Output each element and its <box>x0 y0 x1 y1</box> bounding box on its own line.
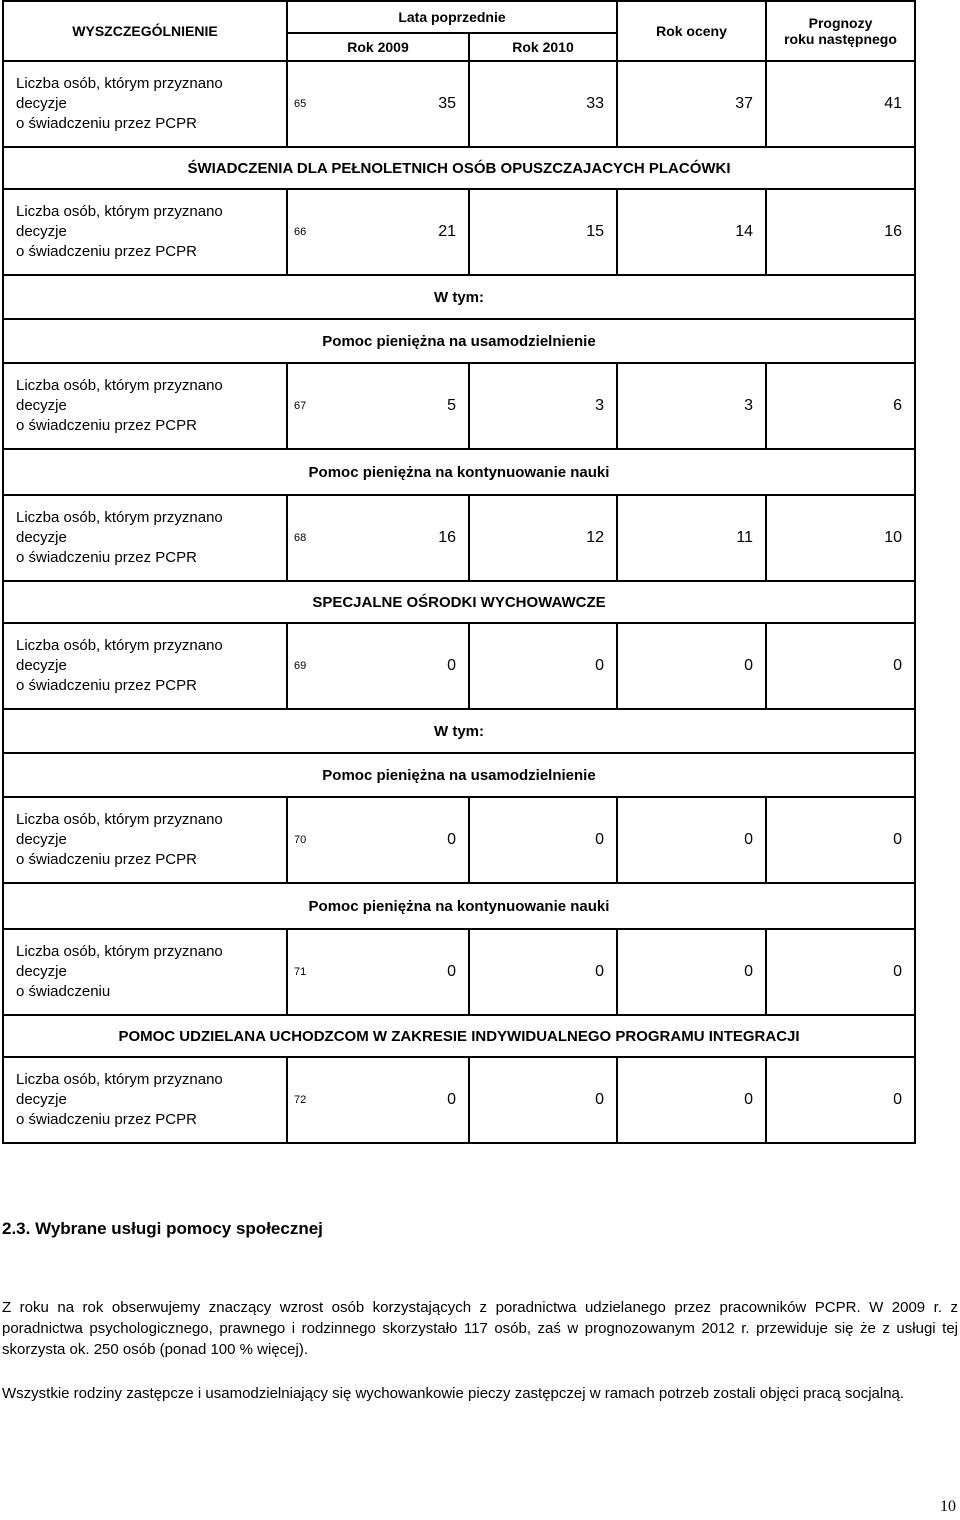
page-number: 10 <box>940 1498 956 1515</box>
value-forecast: 0 <box>766 929 915 1015</box>
value-forecast: 6 <box>766 363 915 449</box>
section-row <box>3 147 915 189</box>
description-line: Liczba osób, którym przyznano <box>16 203 223 220</box>
row-number: 71 <box>287 929 321 1015</box>
subsection-title: Pomoc pieniężna na usamodzielnienie <box>3 319 915 363</box>
value-2009: 5 <box>321 363 469 449</box>
row-number: 67 <box>287 363 321 449</box>
description-line: decyzje <box>16 831 67 848</box>
value-2010: 3 <box>469 363 617 449</box>
row-description <box>3 189 287 275</box>
subsection-intro-row <box>3 275 915 319</box>
description-line: Liczba osób, którym przyznano <box>16 509 223 526</box>
description-line: Liczba osób, którym przyznano <box>16 811 223 828</box>
table-row <box>3 929 915 1015</box>
description-line: o świadczeniu przez PCPR <box>16 851 197 868</box>
subsection-row <box>3 883 915 929</box>
row-number: 70 <box>287 797 321 883</box>
description-line: o świadczeniu <box>16 983 111 1000</box>
paragraph-counseling: Z roku na rok obserwujemy znaczący wzrost osób korzystających z poradnictwa udzielanego przez pracowników PCPR. W 2009 r. z poradnictwa psychologicznego, prawnego i rodzinnego skorzystało 117 osób, zaś w prognozowanym 2012 r. przewiduje się że z usługi tej skorzysta ok. 250 osób (ponad 100 % więcej). <box>2 1299 958 1358</box>
value-rating-year: 3 <box>617 363 766 449</box>
description-line: Liczba osób, którym przyznano <box>16 377 223 394</box>
section-heading: 2.3. Wybrane usługi pomocy społecznej <box>2 1219 323 1238</box>
value-2010: 0 <box>469 1057 617 1143</box>
section-row <box>3 1015 915 1057</box>
subsection-title: Pomoc pieniężna na kontynuowanie nauki <box>3 449 915 495</box>
subsection-row <box>3 319 915 363</box>
description-line: Liczba osób, którym przyznano <box>16 943 223 960</box>
description-line: decyzje <box>16 963 67 980</box>
value-rating-year: 11 <box>617 495 766 581</box>
row-description <box>3 495 287 581</box>
value-forecast: 10 <box>766 495 915 581</box>
header-previous-years: Lata poprzednie <box>287 1 617 33</box>
value-2009: 16 <box>321 495 469 581</box>
description-line: o świadczeniu przez PCPR <box>16 417 197 434</box>
value-forecast: 0 <box>766 1057 915 1143</box>
subsection-intro-row <box>3 709 915 753</box>
value-2009: 21 <box>321 189 469 275</box>
value-2010: 0 <box>469 623 617 709</box>
description-line: o świadczeniu przez PCPR <box>16 549 197 566</box>
row-number: 65 <box>287 61 321 147</box>
value-rating-year: 37 <box>617 61 766 147</box>
description-line: o świadczeniu przez PCPR <box>16 677 197 694</box>
value-2010: 33 <box>469 61 617 147</box>
value-forecast: 41 <box>766 61 915 147</box>
subsection-title: Pomoc pieniężna na usamodzielnienie <box>3 753 915 797</box>
value-rating-year: 0 <box>617 623 766 709</box>
value-2009: 35 <box>321 61 469 147</box>
value-2010: 0 <box>469 797 617 883</box>
description-line: decyzje <box>16 1091 67 1108</box>
header-forecast: Prognozy roku następnego <box>766 1 915 61</box>
subsection-title: Pomoc pieniężna na kontynuowanie nauki <box>3 883 915 929</box>
section-title: ŚWIADCZENIA DLA PEŁNOLETNICH OSÓB OPUSZCZAJACYCH PLACÓWKI <box>3 147 915 189</box>
row-description <box>3 929 287 1015</box>
value-2009: 0 <box>321 623 469 709</box>
section-row <box>3 581 915 623</box>
value-forecast: 0 <box>766 623 915 709</box>
header-rating-year: Rok oceny <box>617 1 766 61</box>
table-row <box>3 1057 915 1143</box>
row-description <box>3 61 287 147</box>
subsection-intro: W tym: <box>3 709 915 753</box>
description-line: decyzje <box>16 95 67 112</box>
value-2010: 15 <box>469 189 617 275</box>
description-line: o świadczeniu przez PCPR <box>16 243 197 260</box>
value-rating-year: 0 <box>617 1057 766 1143</box>
row-description <box>3 363 287 449</box>
value-rating-year: 0 <box>617 929 766 1015</box>
description-line: o świadczeniu przez PCPR <box>16 1111 197 1128</box>
statistics-table <box>2 0 916 1144</box>
row-number: 68 <box>287 495 321 581</box>
row-number: 69 <box>287 623 321 709</box>
subsection-intro: W tym: <box>3 275 915 319</box>
description-line: Liczba osób, którym przyznano <box>16 637 223 654</box>
description-line: decyzje <box>16 529 67 546</box>
value-2009: 0 <box>321 1057 469 1143</box>
value-2010: 12 <box>469 495 617 581</box>
description-line: o świadczeniu przez PCPR <box>16 115 197 132</box>
header-year-2010: Rok 2010 <box>469 33 617 61</box>
description-line: decyzje <box>16 657 67 674</box>
subsection-row <box>3 753 915 797</box>
value-2009: 0 <box>321 929 469 1015</box>
value-rating-year: 0 <box>617 797 766 883</box>
table-row <box>3 623 915 709</box>
value-rating-year: 14 <box>617 189 766 275</box>
table-row <box>3 797 915 883</box>
table-row <box>3 189 915 275</box>
description-line: decyzje <box>16 223 67 240</box>
row-description <box>3 623 287 709</box>
description-line: Liczba osób, którym przyznano <box>16 1071 223 1088</box>
value-2010: 0 <box>469 929 617 1015</box>
section-title: POMOC UDZIELANA UCHODZCOM W ZAKRESIE INDYWIDUALNEGO PROGRAMU INTEGRACJI <box>3 1015 915 1057</box>
subsection-row <box>3 449 915 495</box>
value-forecast: 16 <box>766 189 915 275</box>
description-line: decyzje <box>16 397 67 414</box>
row-description <box>3 1057 287 1143</box>
table-row <box>3 363 915 449</box>
row-number: 66 <box>287 189 321 275</box>
section-title: SPECJALNE OŚRODKI WYCHOWAWCZE <box>3 581 915 623</box>
table-row <box>3 495 915 581</box>
value-forecast: 0 <box>766 797 915 883</box>
value-2009: 0 <box>321 797 469 883</box>
table-row <box>3 61 915 147</box>
header-description: WYSZCZEGÓLNIENIE <box>3 1 287 61</box>
paragraph-social-work: Wszystkie rodziny zastępcze i usamodzielniający się wychowankowie pieczy zastępczej w ramach potrzeb zostali objęci pracą socjalną. <box>2 1385 905 1402</box>
row-number: 72 <box>287 1057 321 1143</box>
description-line: Liczba osób, którym przyznano <box>16 75 223 92</box>
header-year-2009: Rok 2009 <box>287 33 469 61</box>
row-description <box>3 797 287 883</box>
